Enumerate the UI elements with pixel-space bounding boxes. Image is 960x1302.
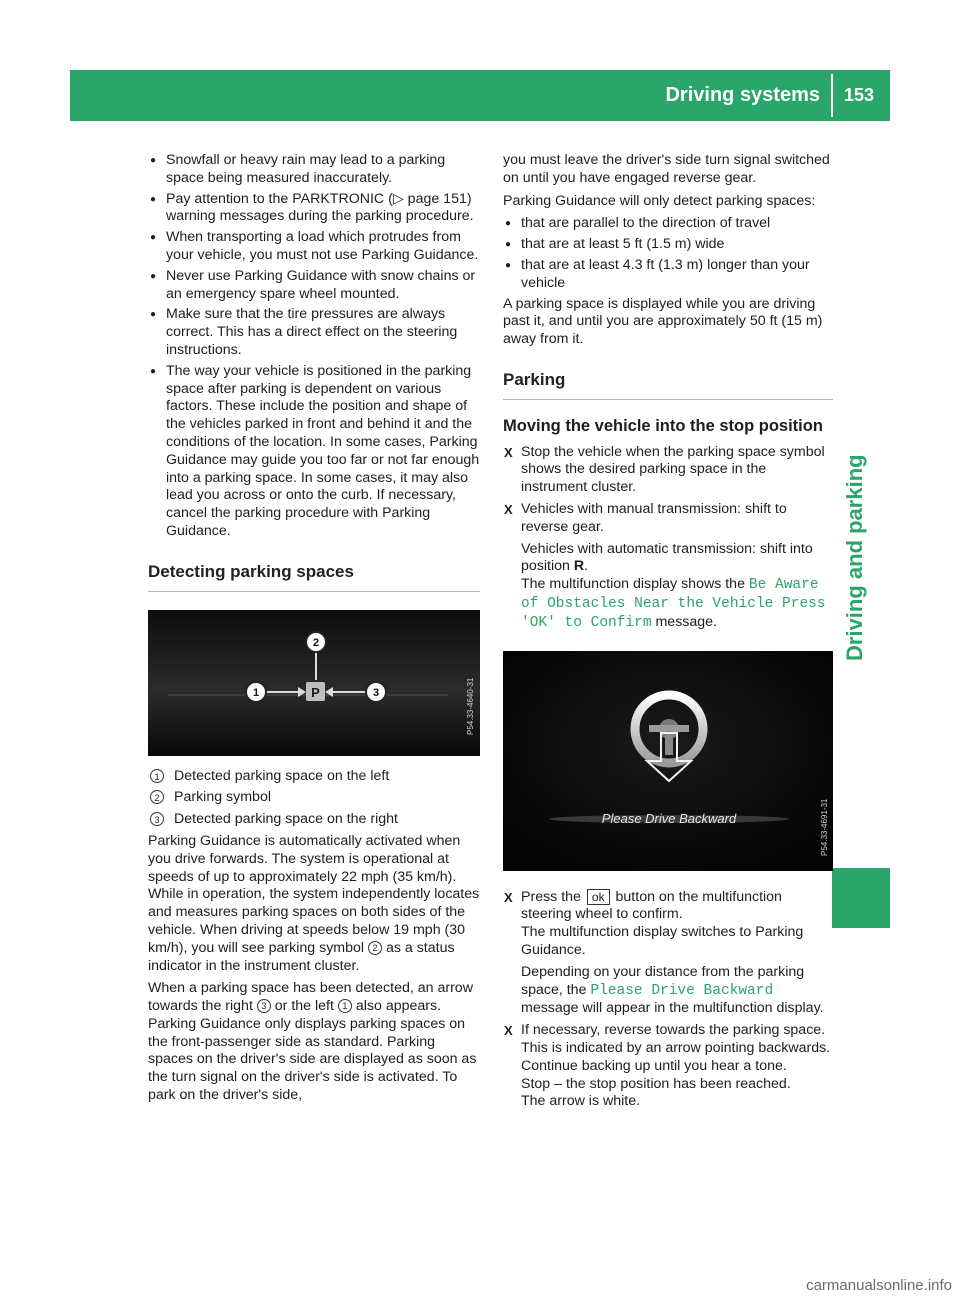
step-text-part: If necessary, reverse towards the parking space. This is indicated by an arrow pointing backwards. [521, 1022, 831, 1056]
list-item: ● Pay attention to the PARKTRONIC (▷ page 151) warning messages during the parking procedure. [148, 191, 480, 227]
step-text [521, 964, 833, 1018]
callout-text: Parking symbol [174, 789, 271, 806]
instruction-step [503, 1022, 833, 1111]
instruction-step [503, 444, 833, 497]
step-text-part: Continue backing up until you hear a tone. [521, 1057, 787, 1074]
paragraph: Parking Guidance will only detect parking spaces: [503, 192, 816, 209]
step-text [521, 1022, 833, 1111]
steering-wheel-illustration [503, 651, 833, 871]
image-code: P54.33-4691-31 [820, 798, 829, 856]
paragraph: A parking space is displayed while you are driving past it, and until you are approximately 50 ft (15 m) away from it. [503, 295, 823, 348]
step-text-part: Stop – the stop position has been reached. [521, 1075, 791, 1092]
left-column [148, 152, 480, 1110]
display-caption: Please Drive Backward [601, 810, 737, 826]
step-text-part: The arrow is white. [521, 1093, 641, 1110]
callout-item [148, 811, 480, 829]
header-divider [831, 74, 833, 117]
callout-text: Detected parking space on the left [174, 767, 390, 784]
paragraph-text: Parking Guidance is automatically activated when you drive forwards. The system is operational at speeds of up to approximately 22 mph (35 km/h). While in operation, the system independently locates and measures parking spaces on both sides of the vehicle. When driving at speeds below 19 mph (30 km/h), you will see parking symbol [148, 832, 480, 956]
page-number: 153 [843, 85, 874, 105]
list-item: ● The way your vehicle is positioned in the parking space after parking is dependent on various factors. These include the position and shape of the vehicles parked in front and behind it and the conditions of the location. In some cases, Parking Guidance may guide you too far or not far enough into a parking space. In some cases, it may also lead you across or onto the curb. If necessary, cancel the parking procedure with Parking Guidance. [148, 363, 480, 541]
section-heading: Parking [503, 371, 833, 400]
image-code: P54.33-4640-31 [466, 677, 475, 735]
right-column [503, 152, 833, 1115]
inline-callout: 3 [257, 999, 271, 1013]
list-item: ● that are parallel to the direction of travel [503, 215, 833, 233]
display-message: Be Aware of Obstacles Near the Vehicle Press 'OK' to Confirm [521, 577, 826, 631]
callout-item [148, 789, 480, 807]
parking-space-display-image [148, 610, 480, 756]
step-text: X Stop the vehicle when the parking space symbol shows the desired parking space in the instrument cluster. [521, 443, 825, 496]
subsection-heading: Moving the vehicle into the stop position [503, 416, 823, 435]
paragraph-text: also appears. Parking Guidance only displays parking spaces on the front-passenger side as standard. Parking spaces on the driver's side are displayed as soon as the turn signal on the driver's side is activated. To park on the driver's side, [148, 998, 477, 1104]
inline-callout: 1 [338, 999, 352, 1013]
paragraph-text: as a status indicator in the instrument cluster. [148, 939, 455, 974]
image-callout-2: 2 [312, 636, 320, 649]
step-text-part: Vehicles with automatic transmission: shift into position [521, 540, 813, 575]
paragraph: you must leave the driver's side turn signal switched on until you have engaged reverse gear. [503, 152, 830, 186]
step-text-part: The multifunction display shows the [521, 576, 745, 593]
parking-display-illustration [148, 610, 480, 756]
chapter-marker [832, 868, 890, 928]
paragraph [148, 833, 480, 975]
parking-symbol-p: P [311, 684, 320, 700]
chapter-side-tab [832, 121, 890, 811]
step-text-part: Press the [521, 888, 581, 905]
image-callout-3: 3 [372, 686, 380, 699]
step-text-part: message. [655, 613, 717, 630]
list-item: ● Make sure that the tire pressures are always correct. This has a direct effect on the steering instructions. [148, 306, 480, 359]
header-bar [70, 70, 890, 121]
step-text [521, 889, 833, 960]
paragraph [148, 980, 480, 1105]
display-message: Please Drive Backward [590, 982, 774, 999]
list-item: ● Never use Parking Guidance with snow chains or an emergency spare wheel mounted. [148, 268, 480, 304]
footer-watermark: carmanualsonline.info [806, 1277, 952, 1294]
callout-item [148, 768, 480, 786]
ok-button-icon: ok [587, 889, 610, 905]
chapter-label: Driving and parking [842, 454, 867, 661]
image-callout-1: 1 [252, 686, 260, 699]
step-text-part: The multifunction display switches to Parking Guidance. [521, 924, 804, 958]
callout-list [148, 768, 480, 829]
step-text-part: button on the multifunction steering wheel to confirm. [521, 888, 782, 923]
step-text-part: Depending on your distance from the parking space, the [521, 963, 805, 998]
step-text: Vehicles with automatic transmission: shift into position R. The multifunction display shows the Be Aware of Obstacles Near the Vehicle Press 'OK' to Confirm message. [521, 540, 826, 631]
list-item: ● Snowfall or heavy rain may lead to a parking space being measured inaccurately. [148, 152, 480, 188]
callout-text: Detected parking space on the right [174, 811, 398, 828]
list-item: ● that are at least 5 ft (1.5 m) wide [503, 236, 833, 254]
section-heading: Detecting parking spaces [148, 563, 480, 592]
step-text: X Vehicles with manual transmission: shift to reverse gear. [521, 500, 787, 535]
inline-callout: 2 [368, 941, 382, 955]
instruction-step [503, 501, 833, 633]
step-text-part: message will appear in the multifunction display. [521, 1000, 824, 1017]
paragraph-text: or the left [274, 998, 334, 1015]
paragraph-text: When a parking space has been detected, an arrow towards the right [148, 980, 473, 1015]
instruction-step [503, 889, 833, 1019]
list-item: ● When transporting a load which protrudes from your vehicle, you must not use Parking Guidance. [148, 229, 480, 265]
callout-number: 1 [150, 769, 164, 783]
callout-number: 3 [150, 812, 164, 826]
drive-backward-display-image [503, 651, 833, 871]
gear-position: R [573, 558, 585, 575]
list-item: ● that are at least 4.3 ft (1.3 m) longer than your vehicle [503, 257, 833, 293]
callout-number: 2 [150, 790, 164, 804]
section-title: Driving systems [665, 84, 820, 106]
